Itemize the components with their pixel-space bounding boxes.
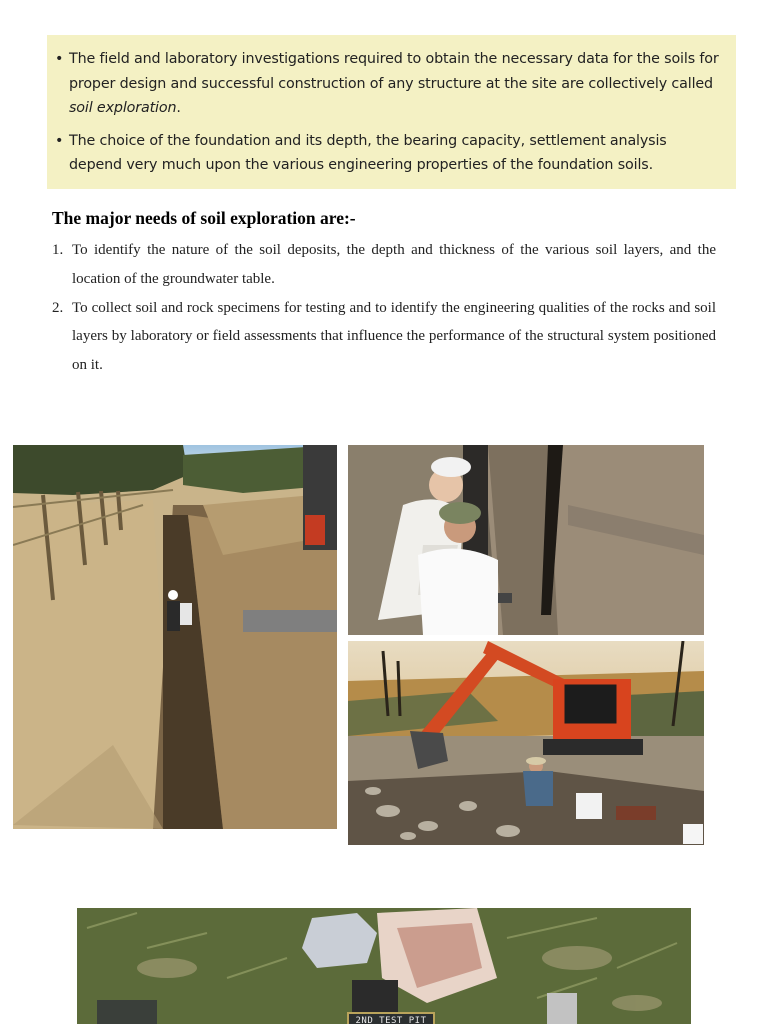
callout-bullet-1 xyxy=(55,47,722,121)
needs-item-number: 2. xyxy=(52,299,64,316)
sample-slate-label: 2ND TEST PIT xyxy=(347,1012,435,1024)
needs-item-text: To collect soil and rock specimens for testing and to identify the engineering qualities of the rocks and soil layers by laboratory or field assessments that influence the performance of the structural system positioned on it. xyxy=(72,299,716,374)
section-heading: The major needs of soil exploration are:- xyxy=(52,208,356,228)
needs-item-1 xyxy=(52,236,716,294)
callout-bullet-1-end: . xyxy=(176,100,181,116)
callout-bullet-1-text: The field and laboratory investigations required to obtain the necessary data for the soils for proper design and successful construction of any structure at the site are collectively called xyxy=(69,51,719,92)
callout-bullet-2: • The choice of the foundation and its depth, the bearing capacity, settlement analysis depend very much upon the various engineering properties of the foundation soils. xyxy=(55,129,722,178)
needs-item-text: To identify the nature of the soil deposits, the depth and thickness of the various soil layers, and the location of the groundwater table. xyxy=(72,242,716,287)
needs-list xyxy=(52,236,716,380)
callout-bullet-1-term: soil exploration xyxy=(69,100,177,116)
definition-callout xyxy=(47,35,736,189)
soil-profile-inspection-photo xyxy=(348,445,704,635)
excavator-test-pit-photo xyxy=(348,641,704,845)
callout-list xyxy=(55,47,722,178)
needs-item-number: 1. xyxy=(52,242,64,258)
needs-item-2 xyxy=(52,294,716,380)
trench-excavation-photo xyxy=(13,445,337,829)
soil-samples-photo xyxy=(77,908,691,1024)
